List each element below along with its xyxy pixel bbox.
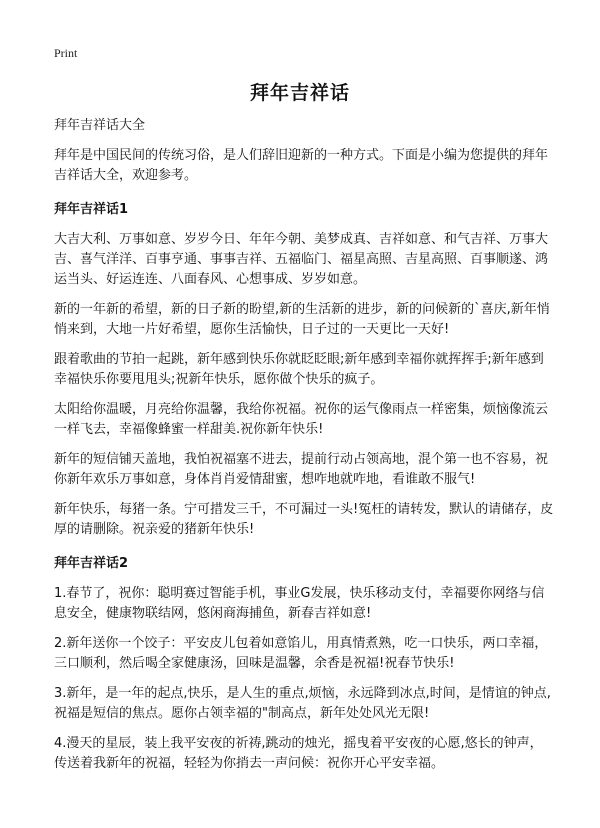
paragraph: 新年快乐，每猪一条。宁可措发三千，不可漏过一头!冤枉的请转发，默认的请储存，皮厚的请删除。祝亲爱的猪新年快乐! xyxy=(54,502,554,537)
paragraph: 太阳给你温暖，月亮给你温馨，我给你祝福。祝你的运气像雨点一样密集，烦恼像流云一样飞去，幸福像蜂蜜一样甜美.祝你新年快乐! xyxy=(54,402,549,437)
paragraph: 新的一年新的希望，新的日子新的盼望,新的生活新的进步，新的问候新的`喜庆,新年悄悄来到，大地一片好希望，愿你生活愉快，日子过的一天更比一天好! xyxy=(54,302,550,337)
paragraph: 1.春节了，祝你：聪明赛过智能手机，事业G发展，快乐移动支付，幸福要你网络与信息安全，健康物联结网，悠闲商海捕鱼，新春吉祥如意! xyxy=(54,586,545,621)
intro-paragraph: 拜年是中国民间的传统习俗，是人们辞旧迎新的一种方式。下面是小编为您提供的拜年吉祥话大全，欢迎参考。 xyxy=(54,148,549,183)
paragraph: 新年的短信铺天盖地，我怕祝福塞不进去，提前行动占领高地，混个第一也不容易，祝你新年欢乐万事如意，身体肖肖爱情甜蜜，想咋地就咋地，看谁敢不服气! xyxy=(54,452,549,487)
paragraph: 大吉大利、万事如意、岁岁今日、年年今朝、美梦成真、吉祥如意、和气吉祥、万事大吉、喜气洋洋、百事亨通、事事吉祥、五福临门、福星高照、吉星高照、百事顺遂、鸿运当头、好运连连、八面春风、心想事成、岁岁如意。 xyxy=(54,232,549,287)
paragraph: 跟着歌曲的节拍一起跳，新年感到快乐你就眨眨眼;新年感到幸福你就挥挥手;新年感到幸福快乐你要甩甩头;祝新年快乐，愿你做个快乐的疯子。 xyxy=(54,352,544,387)
paragraph: 4.漫天的星辰，装上我平安夜的祈祷,跳动的烛光，摇曳着平安夜的心愿,悠长的钟声，传送着我新年的祝福，轻轻为你捎去一声问候：祝你开心平安幸福。 xyxy=(54,736,543,771)
print-link[interactable]: Print xyxy=(54,46,78,60)
section-heading-1: 拜年吉祥话1 xyxy=(54,202,129,217)
paragraph: 3.新年，是一年的起点,快乐，是人生的重点,烦恼，永远降到冰点,时间，是情谊的钟点,祝福是短信的焦点。愿你占领幸福的"制高点，新年处处风光无限! xyxy=(54,686,551,721)
section-heading-2: 拜年吉祥话2 xyxy=(54,556,129,571)
article-subtitle: 拜年吉祥话大全 xyxy=(54,118,146,133)
article-body xyxy=(54,116,554,784)
page-title: 拜年吉祥话 xyxy=(249,82,350,104)
paragraph: 2.新年送你一个饺子：平安皮儿包着如意馅儿，用真情煮熟，吃一口快乐，两口幸福，三口顺利，然后喝全家健康汤，回味是温馨，余香是祝福!祝春节快乐! xyxy=(54,636,548,671)
